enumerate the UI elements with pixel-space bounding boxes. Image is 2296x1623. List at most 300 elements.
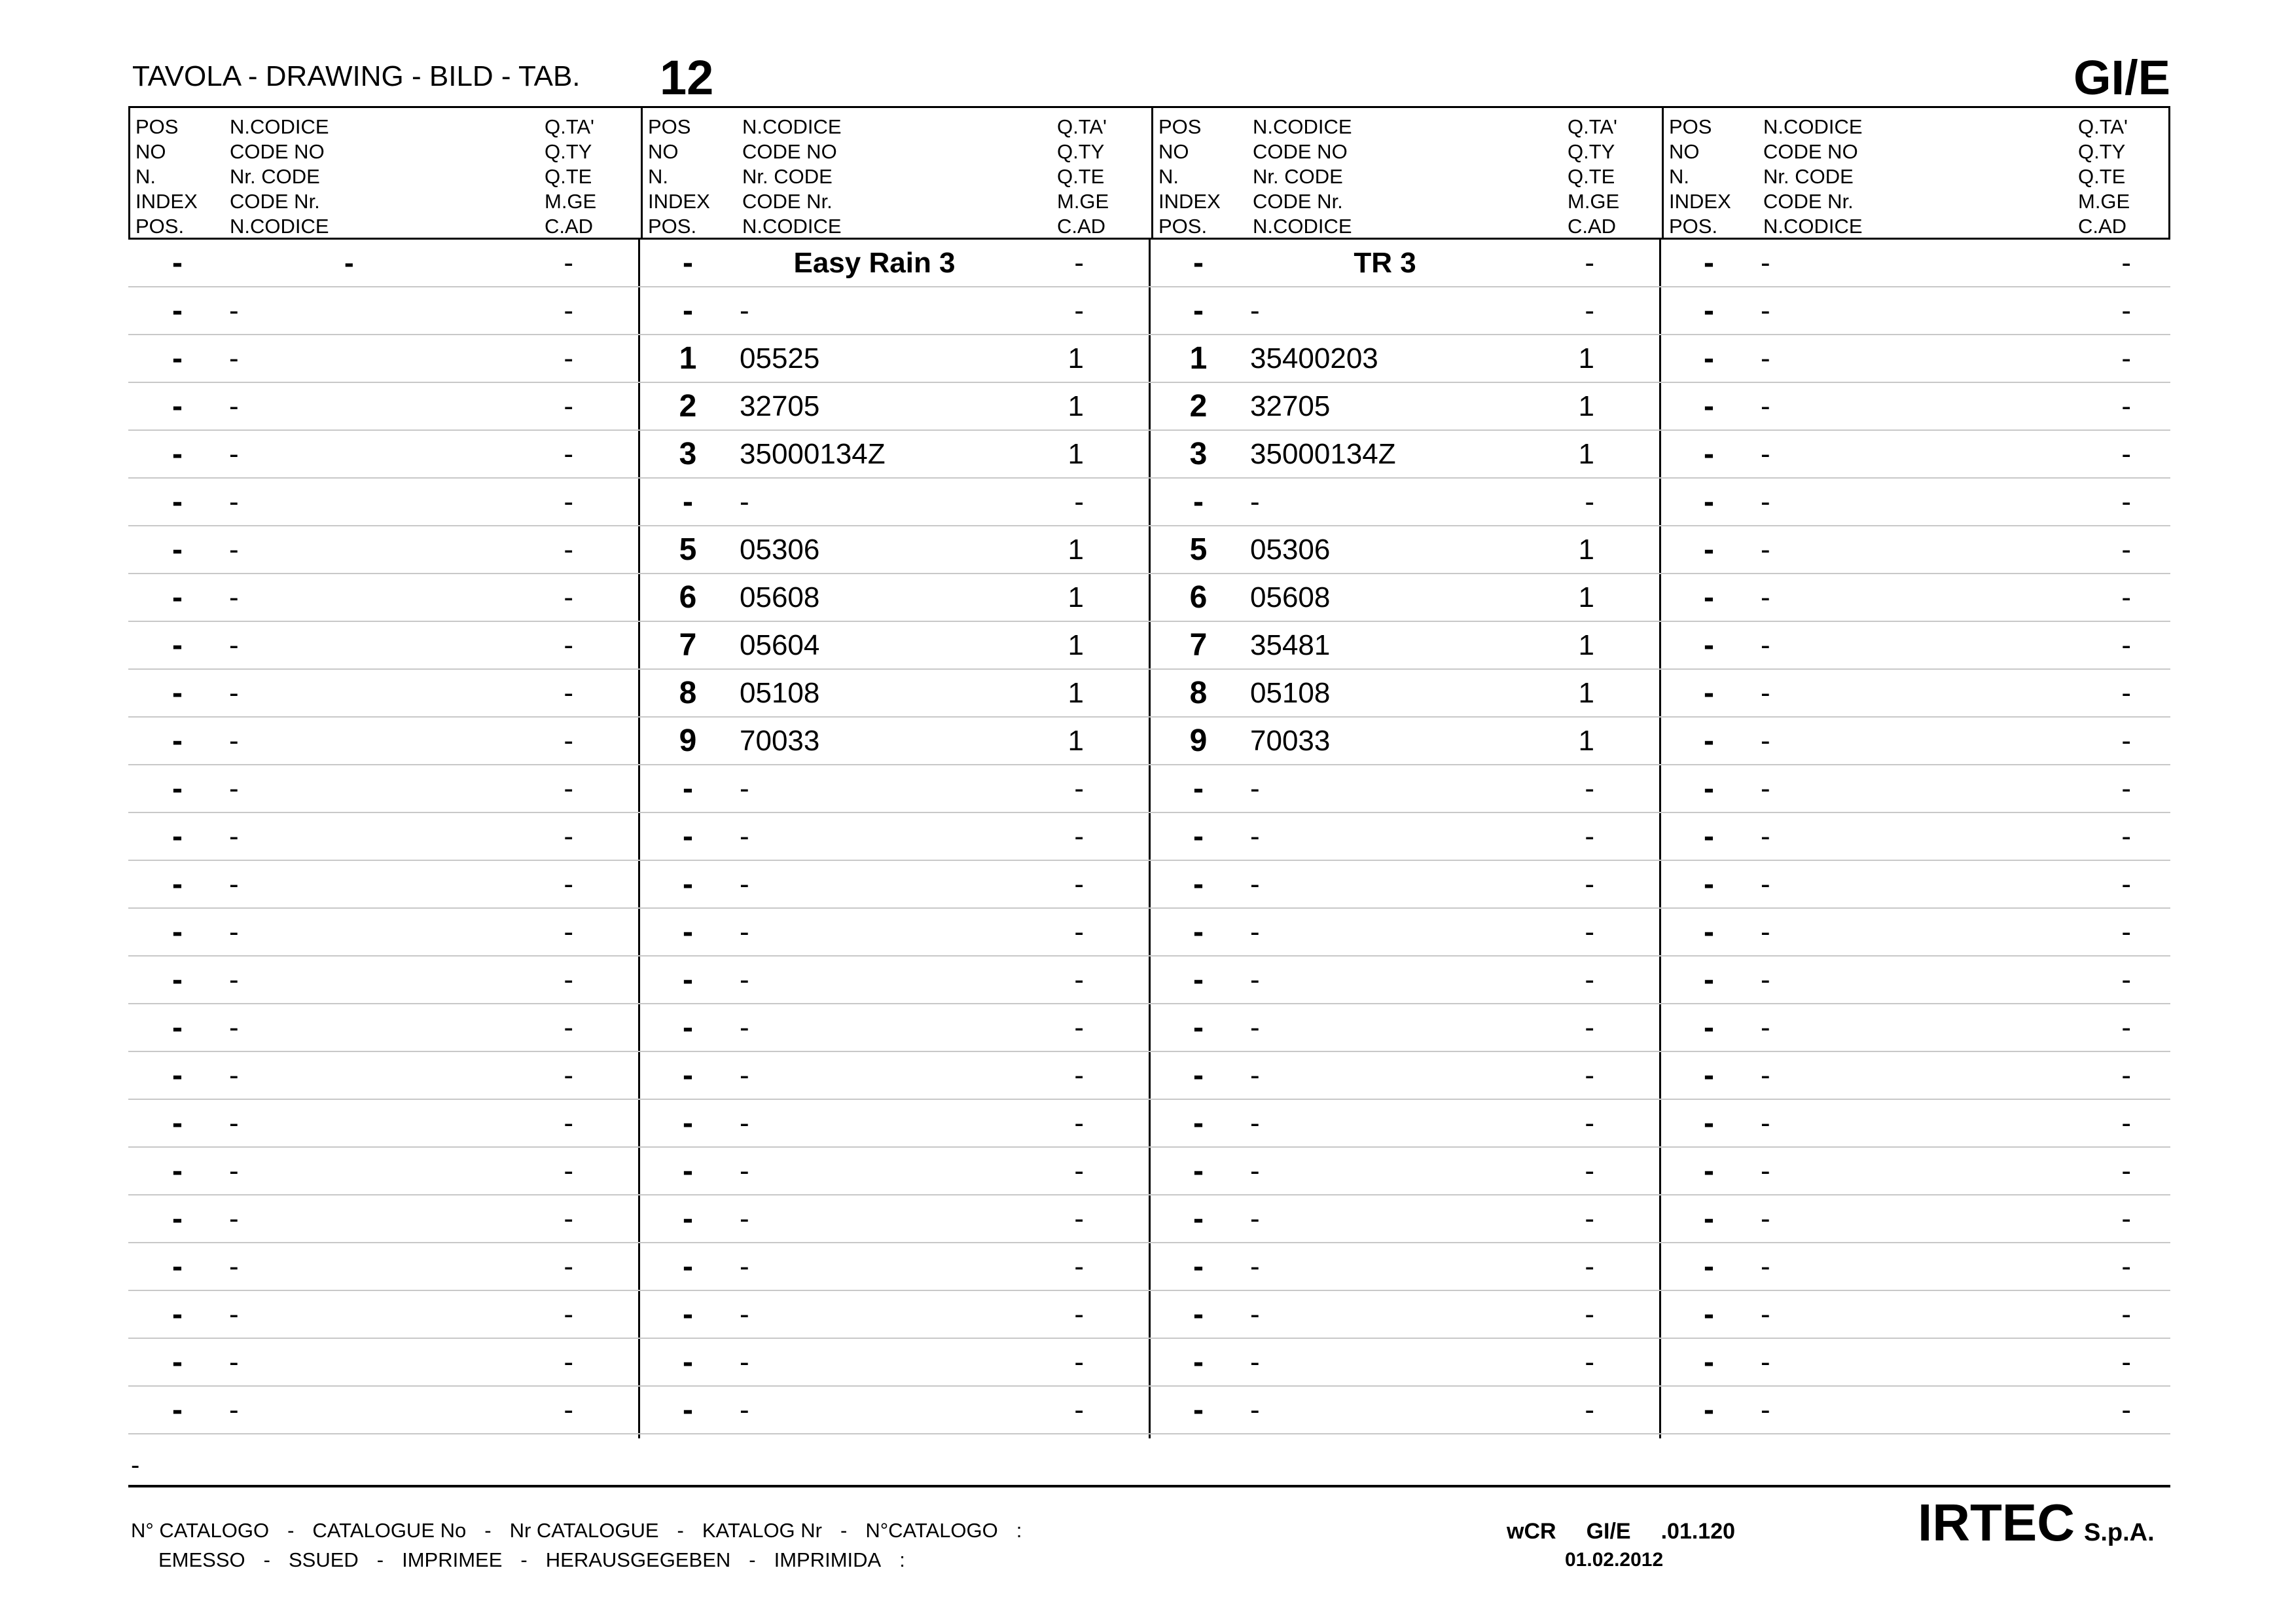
table-row (128, 670, 2170, 718)
code-cell: - (229, 916, 239, 948)
qty-cell: - (2121, 342, 2131, 374)
pos-cell: - (1704, 819, 1714, 854)
qty-cell: 1 (1578, 342, 1594, 374)
qty-cell: - (2121, 916, 2131, 948)
qty-cell: - (1074, 1107, 1084, 1139)
pos-cell: - (172, 1058, 183, 1093)
qty-cell: - (1074, 1012, 1084, 1044)
table-row (128, 1195, 2170, 1243)
pos-cell: 7 (679, 628, 697, 663)
table-row (128, 1339, 2170, 1387)
qty-cell: - (1074, 247, 1084, 279)
code-cell: 32705 (740, 390, 820, 422)
qty-cell: - (564, 1107, 573, 1139)
code-cell: - (1761, 964, 1770, 996)
qty-cell: - (564, 629, 573, 661)
qty-cell: 1 (1067, 677, 1084, 709)
code-cell: 70033 (740, 725, 820, 757)
code-cell: - (1761, 342, 1770, 374)
catalogue-code-part: GI/E (1586, 1519, 1631, 1544)
table-body (128, 240, 2170, 1438)
code-cell: - (1761, 629, 1770, 661)
pos-cell: - (172, 676, 183, 710)
table-row (128, 765, 2170, 813)
qty-cell: - (564, 820, 573, 852)
code-cell: 05604 (740, 629, 820, 661)
pos-cell: - (1193, 1010, 1204, 1045)
table-row (128, 287, 2170, 335)
header-pos-label: POS NO N. INDEX POS. (1669, 115, 1731, 238)
footer-text: KATALOG Nr (702, 1519, 822, 1542)
pos-cell: - (1704, 1201, 1714, 1236)
pos-cell: - (1704, 341, 1714, 376)
pos-cell: 5 (679, 532, 697, 567)
code-cell: - (229, 1059, 239, 1091)
pos-cell: - (683, 246, 693, 280)
footer-text: - (287, 1519, 295, 1542)
code-cell: - (1761, 581, 1770, 613)
pos-cell: 1 (679, 341, 697, 376)
pos-cell: 8 (1189, 676, 1208, 710)
code-cell: - (229, 773, 239, 805)
qty-cell: 1 (1578, 390, 1594, 422)
pos-cell: - (1704, 1297, 1714, 1332)
header-column (641, 108, 1151, 238)
code-cell: - (1761, 247, 1770, 279)
code-cell: - (740, 1203, 749, 1235)
parts-table (128, 106, 2170, 1438)
qty-cell: - (2121, 1394, 2131, 1426)
pos-cell: - (683, 1297, 693, 1332)
qty-cell: - (2121, 390, 2131, 422)
qty-cell: - (564, 534, 573, 566)
code-cell: - (1250, 1394, 1260, 1426)
qty-cell: 1 (1067, 581, 1084, 613)
qty-cell: - (564, 1394, 573, 1426)
code-cell: 05608 (1250, 581, 1331, 613)
qty-cell: - (564, 725, 573, 757)
code-cell: - (1761, 390, 1770, 422)
qty-cell: - (1074, 1059, 1084, 1091)
pos-cell: - (683, 1106, 693, 1140)
pos-cell: - (1193, 1297, 1204, 1332)
table-row (128, 240, 2170, 287)
code-cell: - (1250, 1346, 1260, 1378)
qty-cell: 1 (1578, 629, 1594, 661)
pos-cell: - (1193, 1106, 1204, 1140)
pos-cell: - (1193, 867, 1204, 902)
footer-text: IMPRIMIDA (774, 1548, 882, 1571)
code-cell: - (740, 1059, 749, 1091)
pos-cell: - (172, 341, 183, 376)
code-cell: - (740, 964, 749, 996)
footer-issued-line (158, 1548, 924, 1572)
pos-cell: 2 (679, 389, 697, 424)
code-cell: - (740, 1155, 749, 1187)
header-column (130, 108, 641, 238)
code-cell: - (1761, 1107, 1770, 1139)
model-code: GI/E (2073, 50, 2170, 105)
code-cell: - (1250, 1059, 1260, 1091)
qty-cell: - (564, 1346, 573, 1378)
qty-cell: 1 (1578, 534, 1594, 566)
pos-cell: 8 (679, 676, 697, 710)
qty-cell: - (2121, 1107, 2131, 1139)
code-cell: 70033 (1250, 725, 1331, 757)
table-row (128, 909, 2170, 957)
qty-cell: - (564, 295, 573, 327)
qty-cell: - (1074, 1346, 1084, 1378)
pos-cell: - (172, 867, 183, 902)
code-cell: 05608 (740, 581, 820, 613)
pos-cell: - (1193, 962, 1204, 997)
qty-cell: - (1585, 1203, 1594, 1235)
code-cell: - (1761, 677, 1770, 709)
pos-cell: - (172, 389, 183, 424)
code-cell: - (1761, 1298, 1770, 1330)
code-cell: - (229, 581, 239, 613)
qty-cell: - (1074, 1203, 1084, 1235)
pos-cell: - (683, 962, 693, 997)
pos-cell: - (1704, 1106, 1714, 1140)
table-row (128, 1387, 2170, 1434)
code-cell: - (740, 486, 749, 518)
pos-cell: 7 (1189, 628, 1208, 663)
pos-cell: - (172, 1106, 183, 1140)
code-cell: - (1761, 1203, 1770, 1235)
code-cell: - (1250, 773, 1260, 805)
code-cell: - (740, 916, 749, 948)
qty-cell: - (1074, 773, 1084, 805)
code-cell: - (1761, 1250, 1770, 1283)
pos-cell: - (1704, 580, 1714, 615)
qty-cell: - (564, 868, 573, 900)
qty-cell: - (1585, 820, 1594, 852)
qty-cell: - (1585, 916, 1594, 948)
footer-text: : (899, 1548, 905, 1571)
qty-cell: - (2121, 773, 2131, 805)
code-cell: - (229, 390, 239, 422)
pos-cell: - (1704, 1058, 1714, 1093)
header-column (1151, 108, 1662, 238)
footer-text: - (749, 1548, 756, 1571)
qty-cell: - (1585, 1155, 1594, 1187)
code-cell: - (229, 486, 239, 518)
pos-cell: - (172, 532, 183, 567)
code-cell: - (740, 1394, 749, 1426)
pos-cell: 1 (1189, 341, 1208, 376)
code-cell: - (1761, 486, 1770, 518)
qty-cell: - (2121, 247, 2131, 279)
pos-cell: - (172, 1249, 183, 1284)
code-cell: - (229, 1012, 239, 1044)
qty-cell: - (2121, 1346, 2131, 1378)
table-row (128, 1243, 2170, 1291)
code-cell: - (229, 1346, 239, 1378)
pos-cell: - (172, 1393, 183, 1427)
pos-cell: - (172, 723, 183, 758)
pos-cell: - (172, 915, 183, 949)
header-pos-label: POS NO N. INDEX POS. (1158, 115, 1221, 238)
qty-cell: - (2121, 581, 2131, 613)
qty-cell: 1 (1067, 629, 1084, 661)
footer-text: - (840, 1519, 848, 1542)
qty-cell: - (564, 486, 573, 518)
header-qty-label: Q.TA' Q.TY Q.TE M.GE C.AD (545, 115, 597, 238)
code-cell: - (1250, 1155, 1260, 1187)
code-cell: 05108 (740, 677, 820, 709)
qty-cell: 1 (1578, 581, 1594, 613)
qty-cell: - (564, 773, 573, 805)
table-row (128, 574, 2170, 622)
qty-cell: - (564, 438, 573, 470)
pos-cell: - (1704, 962, 1714, 997)
pos-cell: - (1193, 1345, 1204, 1379)
code-cell: - (229, 820, 239, 852)
footer-catalogue-code (1507, 1519, 1765, 1544)
code-cell: - (1761, 820, 1770, 852)
code-cell: - (740, 773, 749, 805)
table-row (128, 335, 2170, 383)
model-title-cell: TR 3 (1354, 247, 1416, 279)
qty-cell: 1 (1067, 390, 1084, 422)
qty-cell: - (564, 581, 573, 613)
code-cell: 05306 (1250, 534, 1331, 566)
qty-cell: - (2121, 295, 2131, 327)
pos-cell: - (1704, 437, 1714, 471)
code-cell: - (1250, 868, 1260, 900)
pos-cell: - (1704, 1393, 1714, 1427)
pos-cell: - (1193, 915, 1204, 949)
qty-cell: - (2121, 868, 2131, 900)
footer-text: - (263, 1548, 270, 1571)
table-row (128, 718, 2170, 765)
code-cell: - (229, 534, 239, 566)
qty-cell: - (1074, 1155, 1084, 1187)
qty-cell: - (564, 247, 573, 279)
footer-text: - (520, 1548, 528, 1571)
pos-cell: - (1193, 484, 1204, 519)
pos-cell: - (683, 1010, 693, 1045)
code-cell: - (229, 964, 239, 996)
qty-cell: - (564, 1059, 573, 1091)
qty-cell: - (1585, 1250, 1594, 1283)
qty-cell: 1 (1067, 725, 1084, 757)
code-cell: - (1250, 1203, 1260, 1235)
qty-cell: - (1585, 295, 1594, 327)
pos-cell: 6 (679, 580, 697, 615)
pos-cell: - (172, 484, 183, 519)
pos-cell: - (1193, 246, 1204, 280)
code-cell: - (229, 438, 239, 470)
company-logo (1918, 1493, 2155, 1553)
code-cell: - (1761, 1346, 1770, 1378)
code-cell: - (229, 1394, 239, 1426)
company-suffix: S.p.A. (2084, 1519, 2155, 1546)
table-row (128, 479, 2170, 526)
code-cell: - (1761, 1059, 1770, 1091)
qty-cell: - (1074, 820, 1084, 852)
table-row (128, 622, 2170, 670)
header-qty-label: Q.TA' Q.TY Q.TE M.GE C.AD (1568, 115, 1620, 238)
qty-cell: - (2121, 534, 2131, 566)
pos-cell: - (172, 962, 183, 997)
qty-cell: - (1074, 1394, 1084, 1426)
pos-cell: - (1193, 819, 1204, 854)
table-row (128, 813, 2170, 861)
qty-cell: - (1585, 1298, 1594, 1330)
code-cell: - (1250, 916, 1260, 948)
qty-cell: - (564, 1203, 573, 1235)
company-name: IRTEC (1918, 1493, 2075, 1552)
pos-cell: - (683, 1345, 693, 1379)
qty-cell: - (2121, 1059, 2131, 1091)
pos-cell: - (172, 771, 183, 806)
pos-cell: - (683, 819, 693, 854)
code-cell: - (344, 247, 354, 279)
code-cell: - (229, 295, 239, 327)
qty-cell: - (564, 916, 573, 948)
qty-cell: 1 (1578, 725, 1594, 757)
pos-cell: 9 (679, 723, 697, 758)
code-cell: - (229, 1250, 239, 1283)
header-code-label: N.CODICE CODE NO Nr. CODE CODE Nr. N.CODICE (230, 115, 329, 238)
qty-cell: - (564, 964, 573, 996)
footer-text: - (376, 1548, 384, 1571)
pos-cell: - (1193, 1154, 1204, 1188)
qty-cell: - (2121, 1250, 2131, 1283)
qty-cell: - (1585, 247, 1594, 279)
code-cell: - (1250, 964, 1260, 996)
qty-cell: - (1585, 1394, 1594, 1426)
code-cell: - (1250, 820, 1260, 852)
code-cell: - (1250, 295, 1260, 327)
pos-cell: - (172, 246, 183, 280)
code-cell: - (1250, 1107, 1260, 1139)
footer-text: CATALOGUE No (312, 1519, 467, 1542)
pos-cell: - (683, 293, 693, 328)
code-cell: - (1761, 438, 1770, 470)
qty-cell: - (1585, 486, 1594, 518)
header-pos-label: POS NO N. INDEX POS. (648, 115, 710, 238)
qty-cell: 1 (1067, 342, 1084, 374)
code-cell: - (1761, 1155, 1770, 1187)
pos-cell: 2 (1189, 389, 1208, 424)
code-cell: - (229, 1203, 239, 1235)
qty-cell: - (2121, 1298, 2131, 1330)
qty-cell: - (1074, 964, 1084, 996)
qty-cell: - (1585, 1012, 1594, 1044)
pos-cell: - (172, 1297, 183, 1332)
code-cell: - (1250, 1012, 1260, 1044)
footer-text: N°CATALOGO (865, 1519, 998, 1542)
page-title: TAVOLA - DRAWING - BILD - TAB. (132, 60, 581, 92)
pos-cell: - (1704, 915, 1714, 949)
code-cell: 32705 (1250, 390, 1331, 422)
footer-catalogue-line (131, 1519, 1040, 1542)
header-code-label: N.CODICE CODE NO Nr. CODE CODE Nr. N.CODICE (1763, 115, 1863, 238)
qty-cell: - (564, 1250, 573, 1283)
pos-cell: - (1704, 293, 1714, 328)
pos-cell: - (172, 628, 183, 663)
catalogue-code-part: wCR (1507, 1519, 1556, 1544)
code-cell: - (1250, 1250, 1260, 1283)
qty-cell: - (564, 1298, 573, 1330)
table-row (128, 383, 2170, 431)
code-cell: - (229, 629, 239, 661)
code-cell: - (229, 342, 239, 374)
model-title-cell: Easy Rain 3 (793, 247, 956, 279)
code-cell: 35400203 (1250, 342, 1378, 374)
pos-cell: - (1704, 867, 1714, 902)
pos-cell: - (683, 1058, 693, 1093)
pos-cell: - (1704, 1345, 1714, 1379)
qty-cell: - (2121, 964, 2131, 996)
pos-cell: - (172, 580, 183, 615)
footer-text: - (484, 1519, 492, 1542)
pos-cell: - (172, 1201, 183, 1236)
code-cell: 05525 (740, 342, 820, 374)
pos-cell: 5 (1189, 532, 1208, 567)
code-cell: - (740, 295, 749, 327)
qty-cell: - (1074, 868, 1084, 900)
pos-cell: - (172, 1345, 183, 1379)
code-cell: 35481 (1250, 629, 1331, 661)
catalogue-code-part: .01.120 (1660, 1519, 1736, 1544)
table-row (128, 431, 2170, 479)
table-row (128, 861, 2170, 909)
pos-cell: - (1704, 1249, 1714, 1284)
qty-cell: - (1585, 1059, 1594, 1091)
pos-cell: - (1704, 676, 1714, 710)
pos-cell: - (1193, 1393, 1204, 1427)
footer-text: IMPRIMEE (402, 1548, 503, 1571)
pos-cell: 3 (1189, 437, 1208, 471)
code-cell: - (1761, 1394, 1770, 1426)
code-cell: - (1250, 1298, 1260, 1330)
pos-cell: - (1193, 1058, 1204, 1093)
qty-cell: - (2121, 677, 2131, 709)
pos-cell: - (172, 819, 183, 854)
pos-cell: - (172, 437, 183, 471)
pos-cell: - (172, 1010, 183, 1045)
pos-cell: - (683, 484, 693, 519)
pos-cell: - (683, 1393, 693, 1427)
qty-cell: - (1074, 1250, 1084, 1283)
code-cell: - (229, 1298, 239, 1330)
pos-cell: - (172, 1154, 183, 1188)
document-header (128, 47, 2170, 106)
pos-cell: - (1704, 484, 1714, 519)
code-cell: - (1250, 486, 1260, 518)
qty-cell: 1 (1067, 438, 1084, 470)
code-cell: - (229, 1107, 239, 1139)
pos-cell: - (1704, 723, 1714, 758)
pos-cell: - (172, 293, 183, 328)
table-row (128, 1291, 2170, 1339)
qty-cell: - (1074, 295, 1084, 327)
qty-cell: - (2121, 629, 2131, 661)
pos-cell: - (683, 1201, 693, 1236)
code-cell: 05306 (740, 534, 820, 566)
code-cell: - (229, 868, 239, 900)
pos-cell: - (683, 867, 693, 902)
qty-cell: - (1585, 1107, 1594, 1139)
pos-cell: - (1704, 1154, 1714, 1188)
table-row (128, 1004, 2170, 1052)
qty-cell: - (1074, 486, 1084, 518)
code-cell: 35000134Z (740, 438, 886, 470)
